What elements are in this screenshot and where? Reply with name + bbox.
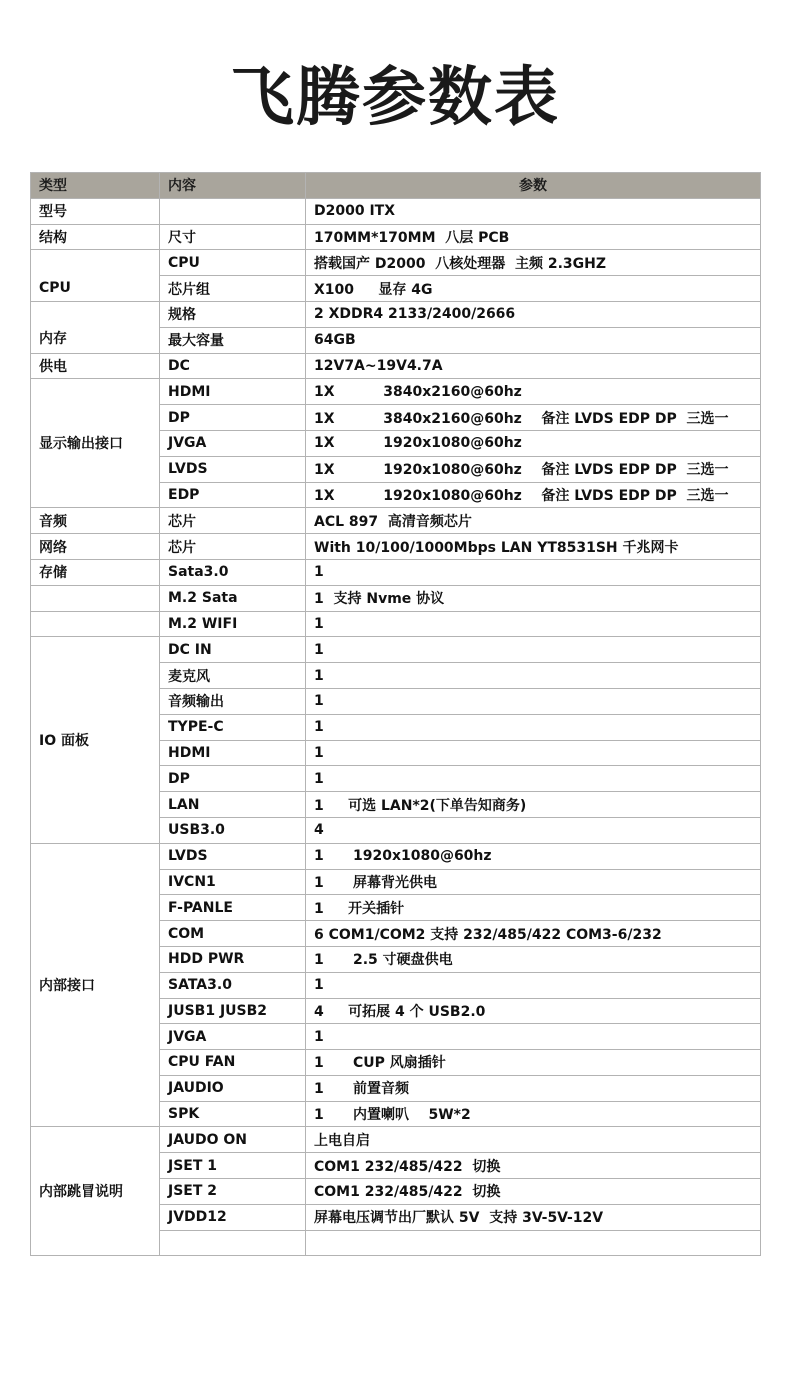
content-cell: DP [160, 766, 306, 792]
content-cell: COM [160, 921, 306, 947]
param-cell: 1 前置音频 [306, 1075, 761, 1101]
category-cell: 内部接口 [31, 843, 160, 1127]
table-header-row [31, 173, 761, 199]
content-cell: JUSB1 JUSB2 [160, 998, 306, 1024]
content-cell: JVDD12 [160, 1204, 306, 1230]
table-row [31, 559, 761, 585]
param-cell: 1X 3840x2160@60hz 备注 LVDS EDP DP 三选一 [306, 405, 761, 431]
category-cell [31, 585, 160, 611]
param-cell: 1 [306, 611, 761, 637]
content-cell: EDP [160, 482, 306, 508]
content-cell: F-PANLE [160, 895, 306, 921]
table-row [31, 843, 761, 869]
spec-table [30, 172, 761, 1256]
content-cell: CPU [160, 250, 306, 276]
param-cell: 1 [306, 766, 761, 792]
category-cell: 存储 [31, 559, 160, 585]
table-row [31, 508, 761, 534]
param-cell: 1X 3840x2160@60hz [306, 379, 761, 405]
param-cell: 1 [306, 714, 761, 740]
content-cell: HDMI [160, 740, 306, 766]
param-cell: 1 2.5 寸硬盘供电 [306, 946, 761, 972]
param-cell: With 10/100/1000Mbps LAN YT8531SH 千兆网卡 [306, 534, 761, 560]
param-cell: 64GB [306, 327, 761, 353]
table-row [31, 611, 761, 637]
table-row [31, 301, 761, 327]
content-cell: DP [160, 405, 306, 431]
content-cell: TYPE-C [160, 714, 306, 740]
content-cell: IVCN1 [160, 869, 306, 895]
param-cell: 1 1920x1080@60hz [306, 843, 761, 869]
header-content: 内容 [160, 173, 306, 199]
content-cell: LVDS [160, 843, 306, 869]
param-cell: 1 [306, 972, 761, 998]
param-cell: 1X 1920x1080@60hz [306, 430, 761, 456]
content-cell: 音频输出 [160, 688, 306, 714]
param-cell: 170MM*170MM 八层 PCB [306, 224, 761, 250]
content-cell: M.2 WIFI [160, 611, 306, 637]
page-title: 飞腾参数表 [230, 61, 560, 135]
content-cell: 芯片 [160, 534, 306, 560]
table-row [31, 637, 761, 663]
content-cell: JVGA [160, 1024, 306, 1050]
spec-body [31, 198, 761, 1256]
param-cell: 1 CUP 风扇插针 [306, 1050, 761, 1076]
param-cell: D2000 ITX [306, 198, 761, 224]
param-cell: 1 开关插针 [306, 895, 761, 921]
content-cell: 最大容量 [160, 327, 306, 353]
content-cell: HDMI [160, 379, 306, 405]
param-cell: 12V7A~19V4.7A [306, 353, 761, 379]
content-cell: JAUDIO [160, 1075, 306, 1101]
param-cell: 1 [306, 559, 761, 585]
content-cell: JVGA [160, 430, 306, 456]
content-cell [160, 1230, 306, 1256]
param-cell: 6 COM1/COM2 支持 232/485/422 COM3-6/232 [306, 921, 761, 947]
category-cell: CPU [31, 250, 160, 302]
category-cell: 网络 [31, 534, 160, 560]
content-cell: 芯片组 [160, 276, 306, 302]
content-cell: LVDS [160, 456, 306, 482]
table-row [31, 250, 761, 276]
category-cell: 结构 [31, 224, 160, 250]
table-row [31, 1127, 761, 1153]
content-cell: LAN [160, 792, 306, 818]
content-cell: USB3.0 [160, 817, 306, 843]
header-type: 类型 [31, 173, 160, 199]
category-cell: 音频 [31, 508, 160, 534]
param-cell: 1 屏幕背光供电 [306, 869, 761, 895]
content-cell: CPU FAN [160, 1050, 306, 1076]
param-cell: 屏幕电压调节出厂默认 5V 支持 3V-5V-12V [306, 1204, 761, 1230]
content-cell: DC [160, 353, 306, 379]
param-cell: X100 显存 4G [306, 276, 761, 302]
param-cell: 1 [306, 688, 761, 714]
content-cell: HDD PWR [160, 946, 306, 972]
content-cell: 规格 [160, 301, 306, 327]
param-cell: 1X 1920x1080@60hz 备注 LVDS EDP DP 三选一 [306, 456, 761, 482]
category-cell: 显示输出接口 [31, 379, 160, 508]
content-cell: Sata3.0 [160, 559, 306, 585]
content-cell: SATA3.0 [160, 972, 306, 998]
table-row [31, 224, 761, 250]
param-cell [306, 1230, 761, 1256]
header-param: 参数 [306, 173, 761, 199]
table-row [31, 379, 761, 405]
category-cell: IO 面板 [31, 637, 160, 843]
param-cell: 1 可选 LAN*2(下单告知商务) [306, 792, 761, 818]
content-cell: JAUDO ON [160, 1127, 306, 1153]
content-cell: M.2 Sata [160, 585, 306, 611]
content-cell: 麦克风 [160, 663, 306, 689]
content-cell [160, 198, 306, 224]
content-cell: SPK [160, 1101, 306, 1127]
param-cell: 1 [306, 637, 761, 663]
content-cell: DC IN [160, 637, 306, 663]
param-cell: COM1 232/485/422 切换 [306, 1179, 761, 1205]
param-cell: 1 [306, 663, 761, 689]
param-cell: 上电自启 [306, 1127, 761, 1153]
param-cell: 1 支持 Nvme 协议 [306, 585, 761, 611]
param-cell: 1 内置喇叭 5W*2 [306, 1101, 761, 1127]
content-cell: 尺寸 [160, 224, 306, 250]
content-cell: JSET 2 [160, 1179, 306, 1205]
param-cell: 4 [306, 817, 761, 843]
category-cell: 内存 [31, 301, 160, 353]
param-cell: 1 [306, 1024, 761, 1050]
param-cell: 2 XDDR4 2133/2400/2666 [306, 301, 761, 327]
table-row [31, 353, 761, 379]
param-cell: COM1 232/485/422 切换 [306, 1153, 761, 1179]
param-cell: 1 [306, 740, 761, 766]
content-cell: JSET 1 [160, 1153, 306, 1179]
param-cell: 1X 1920x1080@60hz 备注 LVDS EDP DP 三选一 [306, 482, 761, 508]
table-row [31, 585, 761, 611]
table-row [31, 534, 761, 560]
param-cell: 搭载国产 D2000 八核处理器 主频 2.3GHZ [306, 250, 761, 276]
param-cell: 4 可拓展 4 个 USB2.0 [306, 998, 761, 1024]
param-cell: ACL 897 高清音频芯片 [306, 508, 761, 534]
category-cell [31, 611, 160, 637]
table-row [31, 198, 761, 224]
content-cell: 芯片 [160, 508, 306, 534]
category-cell: 内部跳冒说明 [31, 1127, 160, 1256]
category-cell: 型号 [31, 198, 160, 224]
category-cell: 供电 [31, 353, 160, 379]
